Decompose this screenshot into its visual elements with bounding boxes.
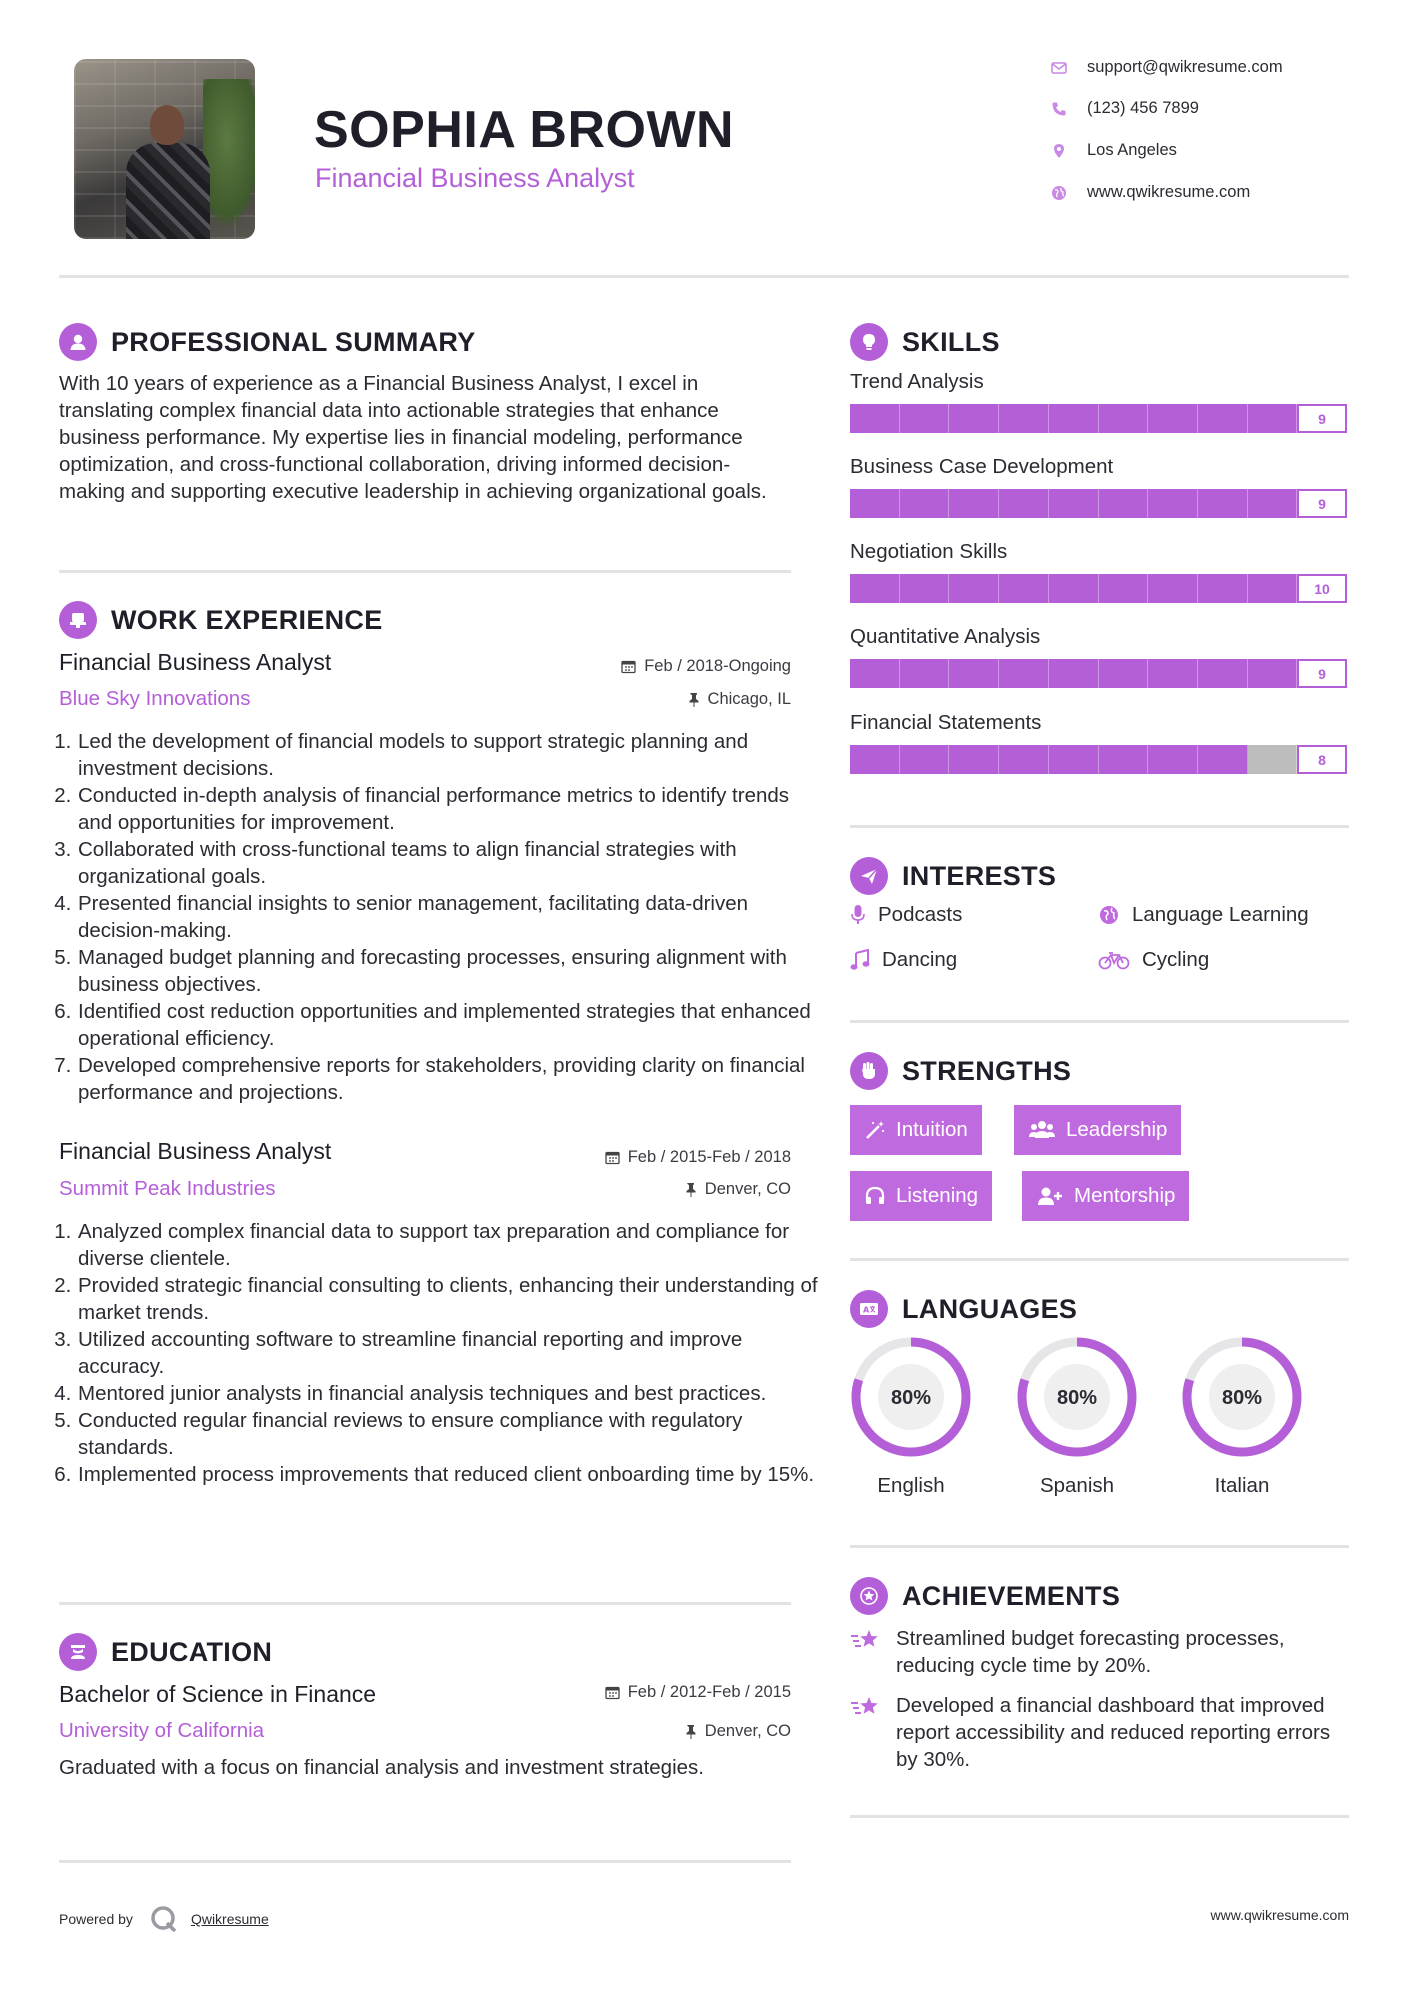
user-plus-icon bbox=[1036, 1185, 1064, 1207]
strength-chip bbox=[850, 1105, 982, 1155]
list-item: 4. Mentored junior analysts in financial analysis techniques and best practices. bbox=[77, 1380, 819, 1407]
job-2-company: Summit Peak Industries bbox=[59, 1177, 276, 1200]
education-dates-text: Feb / 2012-Feb / 2015 bbox=[627, 1683, 791, 1701]
education-location-text: Denver, CO bbox=[704, 1722, 791, 1740]
globe-icon bbox=[1050, 184, 1068, 202]
candidate-role: Financial Business Analyst bbox=[315, 163, 635, 193]
contact-website[interactable] bbox=[1050, 183, 1250, 202]
list-item: 3. Utilized accounting software to streamline financial reporting and improve accuracy. bbox=[77, 1326, 819, 1380]
job-1-dates-text: Feb / 2018-Ongoing bbox=[644, 657, 791, 675]
skill-bar-segment bbox=[999, 745, 1049, 774]
summary-section-header bbox=[59, 323, 476, 361]
skill-score: 10 bbox=[1297, 574, 1347, 603]
interest-label: Cycling bbox=[1142, 948, 1210, 971]
job-2-location-text: Denver, CO bbox=[704, 1180, 791, 1198]
language-percent: 80% bbox=[1056, 1387, 1098, 1409]
contact-location bbox=[1050, 141, 1177, 160]
contact-website-text: www.qwikresume.com bbox=[1087, 183, 1251, 201]
skill-bar-segment bbox=[949, 659, 999, 688]
skill-bar-segment bbox=[900, 404, 950, 433]
pushpin-icon bbox=[684, 1724, 697, 1739]
interests-title: INTERESTS bbox=[902, 860, 1057, 891]
language-name: English bbox=[877, 1474, 945, 1497]
strength-label: Mentorship bbox=[1074, 1184, 1176, 1207]
list-item: 1. Led the development of financial models to support strategic planning and investment decisions. bbox=[77, 728, 819, 782]
skill-bar-segment bbox=[999, 574, 1049, 603]
job-1-company: Blue Sky Innovations bbox=[59, 687, 251, 710]
skill-bar-segment bbox=[1049, 574, 1099, 603]
envelope-icon bbox=[1050, 59, 1068, 77]
skill-score: 9 bbox=[1297, 489, 1347, 518]
language-ring bbox=[850, 1336, 972, 1458]
skill-bar-segment bbox=[900, 574, 950, 603]
calendar-icon bbox=[605, 1150, 620, 1165]
job-2-title: Financial Business Analyst bbox=[59, 1138, 332, 1164]
skill-bar-segment bbox=[1099, 404, 1149, 433]
skill-bar-segment bbox=[999, 489, 1049, 518]
job-1-bullets bbox=[59, 728, 819, 1106]
skills-divider bbox=[850, 825, 1349, 828]
school-name: University of California bbox=[59, 1719, 265, 1742]
user-icon bbox=[59, 323, 97, 361]
interest-label: Language Learning bbox=[1132, 903, 1309, 926]
skill-item bbox=[850, 540, 1347, 603]
skill-bar-segment bbox=[1148, 404, 1198, 433]
strength-chip bbox=[850, 1171, 992, 1221]
list-item: 3. Collaborated with cross-functional teams to align financial strategies with organizational goals. bbox=[77, 836, 819, 890]
paper-plane-icon bbox=[850, 857, 888, 895]
strength-label: Leadership bbox=[1066, 1118, 1168, 1141]
skill-bar bbox=[850, 404, 1347, 433]
work-section-header bbox=[59, 601, 383, 639]
skill-bar bbox=[850, 659, 1347, 688]
list-item: 7. Developed comprehensive reports for stakeholders, providing clarity on financial performance and projections. bbox=[77, 1052, 819, 1106]
skill-name: Negotiation Skills bbox=[850, 540, 1008, 563]
skill-bar-segment bbox=[1248, 489, 1298, 518]
skill-name: Quantitative Analysis bbox=[850, 625, 1041, 648]
achievements-divider bbox=[850, 1815, 1349, 1818]
translate-icon bbox=[850, 1290, 888, 1328]
skill-bar-segment bbox=[949, 404, 999, 433]
shooting-star-icon bbox=[850, 1694, 882, 1720]
skill-score: 9 bbox=[1297, 659, 1347, 688]
skill-bar-segment bbox=[1148, 745, 1198, 774]
list-item: 5. Conducted regular financial reviews to ensure compliance with regulatory standards. bbox=[77, 1407, 819, 1461]
skill-bar-segment bbox=[1148, 659, 1198, 688]
education-text: Graduated with a focus on financial analysis and investment strategies. bbox=[59, 1756, 704, 1779]
skill-bar-segment bbox=[1099, 745, 1149, 774]
job-1-title: Financial Business Analyst bbox=[59, 649, 332, 675]
interest-label: Dancing bbox=[882, 948, 958, 971]
header-divider bbox=[59, 275, 1349, 278]
interest-item bbox=[1098, 948, 1209, 972]
job-2-dates-text: Feb / 2015-Feb / 2018 bbox=[627, 1148, 791, 1166]
skill-bar-segment bbox=[850, 489, 900, 518]
interest-item bbox=[850, 948, 957, 972]
skill-bar-segment bbox=[1198, 404, 1248, 433]
language-ring bbox=[1181, 1336, 1303, 1458]
skill-bar-segment bbox=[1049, 489, 1099, 518]
degree-title: Bachelor of Science in Finance bbox=[59, 1681, 377, 1707]
footer-url[interactable]: www.qwikresume.com bbox=[1210, 1907, 1349, 1923]
briefcase-icon bbox=[59, 601, 97, 639]
skill-bar-segment bbox=[900, 489, 950, 518]
skill-bar-segment bbox=[1248, 659, 1298, 688]
job-2-bullets bbox=[59, 1218, 819, 1488]
bicycle-icon bbox=[1098, 949, 1130, 971]
contact-phone-text: (123) 456 7899 bbox=[1087, 99, 1199, 117]
skill-bar bbox=[850, 574, 1347, 603]
skill-bar-segment bbox=[850, 745, 900, 774]
interests-section-header bbox=[850, 857, 1056, 895]
map-pin-icon bbox=[1050, 142, 1068, 160]
star-badge-icon bbox=[850, 1577, 888, 1615]
achievement-text: Streamlined budget forecasting processes, reducing cycle time by 20%. bbox=[896, 1627, 1285, 1677]
strength-label: Intuition bbox=[896, 1118, 968, 1141]
qwikresume-logo-icon bbox=[149, 1904, 179, 1934]
skill-bar-segment bbox=[1248, 745, 1298, 774]
headphones-icon bbox=[864, 1185, 886, 1207]
languages-section-header bbox=[850, 1290, 1077, 1328]
skill-bar-segment bbox=[900, 659, 950, 688]
pushpin-icon bbox=[687, 692, 700, 707]
calendar-icon bbox=[605, 1685, 620, 1700]
svg-text:A: A bbox=[863, 1305, 870, 1315]
strength-chip bbox=[1014, 1105, 1181, 1155]
skill-score: 8 bbox=[1297, 745, 1347, 774]
brand-link[interactable]: Qwikresume bbox=[190, 1911, 269, 1927]
skill-name: Trend Analysis bbox=[850, 370, 984, 393]
skill-bar bbox=[850, 489, 1347, 518]
work-title: WORK EXPERIENCE bbox=[111, 604, 383, 635]
education-section-header bbox=[59, 1633, 272, 1671]
skill-bar-segment bbox=[850, 659, 900, 688]
music-note-icon bbox=[850, 949, 870, 971]
contact-email[interactable] bbox=[1050, 58, 1283, 77]
skills-section-header bbox=[850, 323, 1000, 361]
list-item: 2. Provided strategic financial consulting to clients, enhancing their understanding of market trends. bbox=[77, 1272, 819, 1326]
skill-name: Financial Statements bbox=[850, 711, 1042, 734]
skill-name: Business Case Development bbox=[850, 455, 1114, 478]
interest-label: Podcasts bbox=[878, 903, 963, 926]
skill-bar-segment bbox=[1198, 574, 1248, 603]
strengths-section-header bbox=[850, 1052, 1071, 1090]
skill-bar-segment bbox=[1049, 659, 1099, 688]
candidate-name: SOPHIA BROWN bbox=[314, 101, 735, 159]
job-1-location-text: Chicago, IL bbox=[707, 690, 791, 708]
lightbulb-icon bbox=[850, 323, 888, 361]
skill-bar-segment bbox=[1248, 404, 1298, 433]
job-2-location bbox=[684, 1180, 791, 1199]
education-title: EDUCATION bbox=[111, 1636, 273, 1667]
summary-text: With 10 years of experience as a Financial Business Analyst, I excel in translating complex financial data into actionable strategies that enhance business performance. My expertise lies in financial modeling, performance optimization, and cross-functional collaboration, driving informed decision-making and supporting executive leadership in achieving organizational goals. bbox=[59, 372, 767, 503]
magic-wand-icon bbox=[864, 1119, 886, 1141]
summary-divider bbox=[59, 570, 791, 573]
calendar-icon bbox=[621, 659, 636, 674]
phone-icon bbox=[1050, 100, 1068, 118]
achievements-section-header bbox=[850, 1577, 1120, 1615]
interests-divider bbox=[850, 1020, 1349, 1023]
skill-bar-segment bbox=[1099, 659, 1149, 688]
job-2-dates bbox=[605, 1148, 791, 1167]
contact-phone[interactable] bbox=[1050, 99, 1199, 118]
achievement-text: Developed a financial dashboard that improved report accessibility and reduced reporting errors by 30%. bbox=[896, 1694, 1331, 1771]
group-icon bbox=[1028, 1119, 1056, 1141]
skill-bar-segment bbox=[1198, 745, 1248, 774]
skill-bar-segment bbox=[850, 574, 900, 603]
profile-photo bbox=[74, 59, 255, 239]
interest-item bbox=[850, 903, 962, 927]
strength-label: Listening bbox=[896, 1184, 979, 1207]
languages-divider bbox=[850, 1545, 1349, 1548]
footer-brand bbox=[59, 1904, 269, 1934]
skill-bar-segment bbox=[949, 574, 999, 603]
job-1-dates bbox=[621, 657, 791, 676]
skill-bar-segment bbox=[999, 659, 1049, 688]
skills-title: SKILLS bbox=[902, 326, 1000, 357]
skill-bar-segment bbox=[1049, 404, 1099, 433]
summary-title: PROFESSIONAL SUMMARY bbox=[111, 326, 476, 357]
list-item: 5. Managed budget planning and forecasting processes, ensuring alignment with business objectives. bbox=[77, 944, 819, 998]
graduation-cap-icon bbox=[59, 1633, 97, 1671]
language-name: Italian bbox=[1214, 1474, 1270, 1497]
language-percent: 80% bbox=[1221, 1387, 1263, 1409]
achievements-title: ACHIEVEMENTS bbox=[902, 1580, 1121, 1611]
skill-bar-segment bbox=[1148, 574, 1198, 603]
languages-title: LANGUAGES bbox=[902, 1293, 1078, 1324]
list-item: 4. Presented financial insights to senior management, facilitating data-driven decision-making. bbox=[77, 890, 819, 944]
shooting-star-icon bbox=[850, 1627, 882, 1653]
skill-bar-segment bbox=[949, 745, 999, 774]
achievement-item bbox=[850, 1625, 1350, 1679]
pushpin-icon bbox=[684, 1182, 697, 1197]
skill-score: 9 bbox=[1297, 404, 1347, 433]
skill-item bbox=[850, 455, 1347, 518]
list-item: 6. Implemented process improvements that reduced client onboarding time by 15%. bbox=[77, 1461, 819, 1488]
achievement-item bbox=[850, 1692, 1350, 1773]
skill-bar-segment bbox=[949, 489, 999, 518]
skill-bar-segment bbox=[1248, 574, 1298, 603]
skill-item bbox=[850, 625, 1347, 688]
skill-item bbox=[850, 711, 1347, 774]
education-location bbox=[684, 1722, 791, 1741]
strengths-divider bbox=[850, 1258, 1349, 1261]
language-ring bbox=[1016, 1336, 1138, 1458]
skill-bar-segment bbox=[1049, 745, 1099, 774]
job-1-location bbox=[687, 690, 791, 709]
education-dates bbox=[605, 1683, 791, 1702]
skill-bar bbox=[850, 745, 1347, 774]
powered-by-text: Powered by bbox=[59, 1911, 133, 1927]
list-item: 2. Conducted in-depth analysis of financial performance metrics to identify trends and opportunities for improvement. bbox=[77, 782, 819, 836]
skill-bar-segment bbox=[1099, 489, 1149, 518]
language-name: Spanish bbox=[1039, 1474, 1115, 1497]
contact-email-text: support@qwikresume.com bbox=[1087, 58, 1283, 76]
skill-bar-segment bbox=[1198, 659, 1248, 688]
globe-icon bbox=[1098, 904, 1120, 926]
fist-icon bbox=[850, 1052, 888, 1090]
skill-bar-segment bbox=[1099, 574, 1149, 603]
skill-bar-segment bbox=[1198, 489, 1248, 518]
skill-bar-segment bbox=[999, 404, 1049, 433]
interest-item bbox=[1098, 903, 1309, 927]
list-item: 1. Analyzed complex financial data to support tax preparation and compliance for diverse clientele. bbox=[77, 1218, 819, 1272]
strengths-title: STRENGTHS bbox=[902, 1055, 1072, 1086]
strength-chip bbox=[1022, 1171, 1189, 1221]
microphone-icon bbox=[850, 904, 866, 926]
work-divider bbox=[59, 1602, 791, 1605]
contact-location-text: Los Angeles bbox=[1087, 141, 1177, 159]
skill-bar-segment bbox=[900, 745, 950, 774]
skill-bar-segment bbox=[1148, 489, 1198, 518]
skill-item bbox=[850, 370, 1347, 433]
education-divider bbox=[59, 1860, 791, 1863]
list-item: 6. Identified cost reduction opportunities and implemented strategies that enhanced operational efficiency. bbox=[77, 998, 819, 1052]
language-percent: 80% bbox=[890, 1387, 932, 1409]
skill-bar-segment bbox=[850, 404, 900, 433]
